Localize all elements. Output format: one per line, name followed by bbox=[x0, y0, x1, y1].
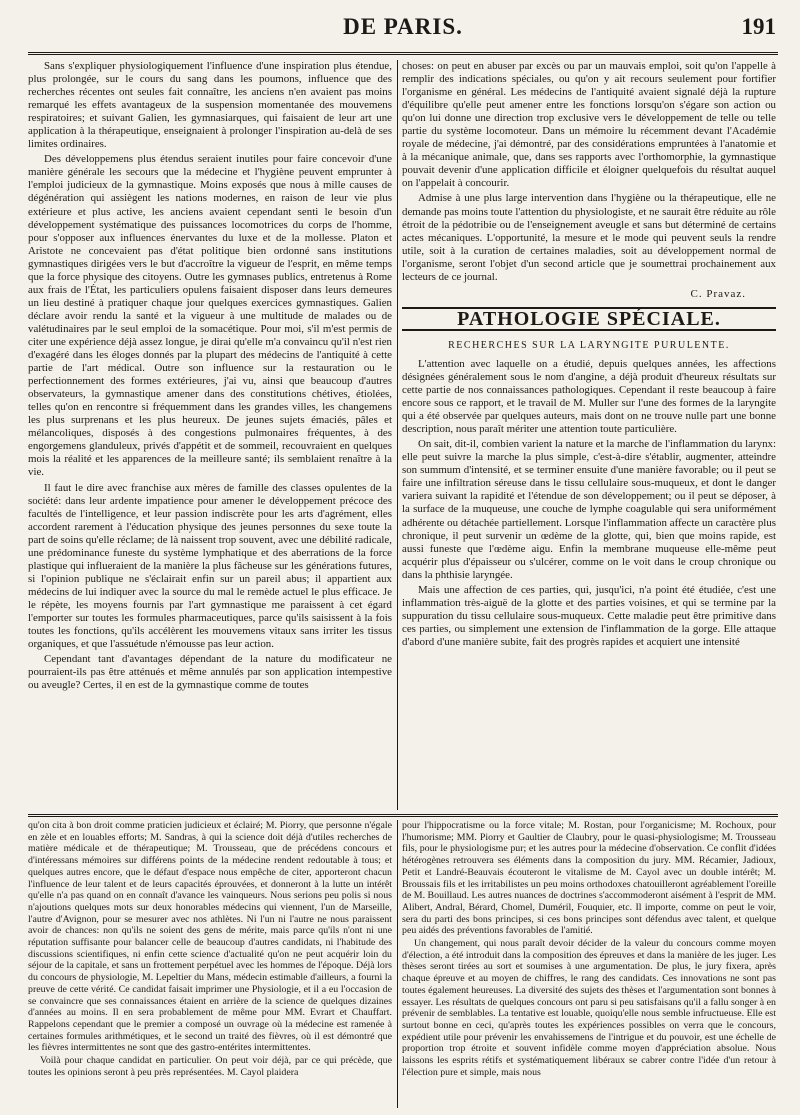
paragraph: Admise à une plus large intervention dans l'hygiène ou la thérapeutique, elle ne demande pas moins toute l'attention du physiologiste, et ne saurait être réduite au rôle étroit de la pédotribie ou de l'enseignement aveugle et sans but déterminé de certains actes mécaniques. L'opportunité, la mesure et le mode qui peuvent seuls la rendre utile, soit à la curation de certaines maladies, soit au développement normal de l'organisme, seront l'objet d'un second article que je soumettrai prochainement aux lecteurs de ce journal. bbox=[402, 192, 776, 283]
paragraph: Des développemens plus étendus seraient inutiles pour faire concevoir d'une manière générale les secours que la médecine et l'hygiène peuvent emprunter à l'emploi judicieux de la gymnastique. Moins exposés que nous à mille causes de dégénération qui assiègent les nations modernes, en raison de leur vie plus extérieure et plus active, les anciens avaient cependant senti le besoin d'un développement systématique des puissances locomotrices du corps de l'homme, pour s'opposer aux influences énervantes du luxe et de la mollesse. Platon et Aristote ne concevaient pas d'état politique bien ordonné sans institutions gymnastiques dirigées vers le but d'accroître la vigueur de l'esprit, en même temps que la force physique des citoyens. Outre les gymnases publics, entretenus à Rome aux frais de l'État, les particuliers opulens faisaient disposer dans leurs demeures un lieu destiné à pratiquer chaque jour quelques exercices gymnastiques. Galien déclare avoir rendu la santé et la vigueur à une multitude de malades ou de valétudinaires par le seul emploi de la somacétique. Pour moi, s'il m'est permis de citer une expérience déjà assez longue, je dirai qu'elle m'a convaincu qu'il n'est rien d'exagéré dans les éloges donnés par la plupart des médecins de l'antiquité à cette partie de l'art médical. Outre son influence sur la restauration ou le perfectionnement des formes extérieures, j'ai vu, ainsi que beaucoup d'autres observateurs, la gymnastique amener dans des constitutions chétives, étiolées, telles qu'on en rencontre si fréquemment dans les grandes villes, les changemens les plus surprenans et les plus heureux. De jeunes sujets émaciés, pâles et mélancoliques, disposés à des congestions pulmonaires fréquentes, à des engorgemens glanduleux, privés d'appétit et de sommeil, recouvraient en quelques mois la réalité et les apparences de la meilleure santé; ils semblaient renaître à la vie. bbox=[28, 153, 392, 479]
paragraph: Cependant tant d'avantages dépendant de la nature du modificateur ne pourraient-ils pas être atténués et même annulés par son application intempestive ou aveugle? Certes, il en est de la gymnastique comme de toutes bbox=[28, 653, 392, 692]
paragraph: choses: on peut en abuser par excès ou par un mauvais emploi, soit qu'on l'appelle à remplir des indications spéciales, ou qu'on y ait recours seulement pour fortifier l'organisme en général. Les médecins de l'antiquité avaient signalé déjà la rupture d'équilibre qu'elle peut amener entre les fonctions lorsqu'on s'égare son action ou qu'on lui donne une direction trop exclusive vers le développement de telle ou telle partie du système locomoteur. Dans un mémoire lu récemment devant l'Académie royale de médecine, j'ai démontré, par des considérations empruntées à l'anatomie et à la mécanique animale, que, dans ses rapports avec l'orthomorphie, la gymnastique pouvait devenir d'une application difficile et éloigner quelquefois du résultat auquel on l'appelait à concourir. bbox=[402, 60, 776, 190]
paragraph: Il faut le dire avec franchise aux mères de famille des classes opulentes de la société: dans leur ardente impatience pour amener le développement précoce des facultés de l'intelligence, et leur passion indiscrète pour les arts d'agrément, elles accordent rarement à l'éducation physique des jeunes personnes du sexe toute la part de soins qu'elle réclame; de là naissent trop souvent, avec une débilité radicale, une prédominance funeste du système lymphatique et des aberrations de la force plastique qui influeraient de la manière la plus fâcheuse sur les générations futures, si l'opinion publique ne s'éclairait enfin sur un pareil abus; il appartient aux médecins de lui indiquer avec la source du mal le remède actuel le plus efficace. Je le répète, les moyens fournis par l'art gymnastique me paraissent à cet égard l'emporter sur toutes les formules pharmaceutiques, parce qu'ils saisissent à la fois toutes les fonctions, qu'ils accélèrent les mouvemens vitaux sans irriter les tissus organiques, et que l'assuétude n'émousse pas leur action. bbox=[28, 481, 392, 651]
bottom-left-column bbox=[28, 820, 392, 1108]
page-number: 191 bbox=[741, 14, 776, 39]
paragraph: Un changement, qui nous paraît devoir décider de la valeur du concours comme moyen d'élection, a été introduit dans la composition des épreuves et dans la manière de les juger. Les thèses seront tirées au sort et soumises à une argumentation. De plus, le jury fixera, après chaque épreuve et au moyen de chiffres, le rang des candidats. Ces innovations ne sont pas toutes également heureuses. La diversité des sujets des thèses et l'argumentation sont bonnes à essayer. Les résultats de quelques concours ont paru si peu satisfaisans qu'il a fallu songer à en prévenir de semblables. La tentative est louable, quoiqu'elle nous semble infructueuse. Elle est surtout bonne en ceci, qu'après toutes les expériences possibles on verra que le concours, expédient utile pour prévenir les envahissemens de l'intrigue et du pouvoir, est une échelle de proportion trop étroite et souvent infidèle comme moyen d'appréciation absolue. Nous laissons les esprits rétifs et systématiquement libéraux se cabrer contre l'idée d'un retour à l'élection pure et simple, mais nous bbox=[402, 938, 776, 1078]
paragraph: Voilà pour chaque candidat en particulier. On peut voir déjà, par ce qui précède, que toutes les opinions seront à peu près représentées. M. Cayol plaidera bbox=[28, 1055, 392, 1078]
paragraph: pour l'hippocratisme ou la force vitale; M. Rostan, pour l'organicisme; M. Rochoux, pour l'humorisme; MM. Piorry et Gaultier de Claubry, pour le quasi-physiologisme; M. Trousseau fils, pour le physiologisme pur; et les autres pour la médecine d'observation. Ce conflit d'idées hétérogènes retrouvera ses éléments dans la composition du jury. MM. Récamier, Jadioux, Petit et Landré-Beauvais écouteront le vitalisme de M. Cayol avec un double intérêt; M. Broussais fils et les irritabilistes un peu moins orthodoxes chatouilleront agréablement l'oreille de M. Bouillaud. Les autres nuances de doctrines s'accommoderont aisément à l'esprit de MM. Alibert, Andral, Bérard, Chomel, Duméril, Fouquier, etc. Il importe, comme on peut le voir, sera du parti des bons principes, si ces bons principes sont défendus avec talent, et quelque peu aidés des préventions favorables de l'amitié. bbox=[402, 820, 776, 937]
paragraph: On sait, dit-il, combien varient la nature et la marche de l'inflammation du larynx: elle peut suivre la marche la plus simple, c'est-à-dire s'établir, augmenter, atteindre son summum d'intensité, et se terminer ensuite d'une manière favorable; ou il peut se faire une infiltration séreuse dans le tissu cellulaire sous-muqueux, et dont le danger variera suivant la rapidité et l'étendue de son développement; ou il peut se déposer, à la surface de la muqueuse, une couche de lymphe coagulable qui sera uniformément adhérente ou détachée partiellement. Lorsque l'inflammation affecte un caractère plus chronique, il peut survenir un œdème de la glotte, qui, bien que moins rapide, est aussi funeste que l'œdème aigu. Enfin la membrane muqueuse elle-même peut acquérir plus d'épaisseur ou s'ulcérer, comme on le voit dans le croup chronique ou dans la phthisie laryngée. bbox=[402, 438, 776, 581]
paragraph: L'attention avec laquelle on a étudié, depuis quelques années, les affections désignées généralement sous le nom d'angine, a déjà produit d'heureux résultats sur cette partie de nos connaissances pathologiques. Cependant il reste beaucoup à faire encore sous ce rapport, et le travail de M. Muller sur l'une des formes de la laryngite qui a été observée par quelques auteurs, mais dont on ne trouve nulle part une bonne description, nous paraît mériter une attention toute particulière. bbox=[402, 357, 776, 436]
feuilleton-rule bbox=[28, 814, 778, 817]
column-divider bbox=[397, 820, 398, 1108]
paragraph: Mais une affection de ces parties, qui, jusqu'ici, n'a point été étudiée, c'est une inflammation très-aiguë de la glotte et des parties voisines, et qui se termine par la suppuration du tissu cellulaire sous-muqueux. Cette maladie peut être primitive dans ces parties, ou simplement une extension de l'inflammation de la gorge. Elle attaque d'abord d'une manière subite, fait des progrès rapides et acquiert une intensité bbox=[402, 583, 776, 648]
section-title: PATHOLOGIE SPÉCIALE. bbox=[402, 307, 776, 331]
author-signature: C. Pravaz. bbox=[690, 287, 746, 300]
running-title: DE PARIS. bbox=[343, 14, 463, 39]
column-divider bbox=[397, 60, 398, 810]
paragraph: qu'on cita à bon droit comme praticien judicieux et éclairé; M. Piorry, que personne n'égale en zèle et en louables efforts; M. Sandras, à qui la science doit déjà d'utiles recherches de matière médicale et de thérapeutique; M. Trousseau, que de précédens concours et d'intéressans mémoires sur différens points de la médecine rendent redoutable à tous; et quelques autres encore, que le défaut d'espace nous empêche de citer, apporteront chacun l'influence de leur talent et de leurs capacités éprouvées, et donneront à la lutte un intérêt qu'elle n'a pas quand on en connaît d'avance les vainqueurs. Nous serions peu polis si nous n'ajoutions quelques mots sur deux honorables médecins qui viennent, l'un de Marseille, l'autre d'Avignon, pour se mesurer avec nos athlètes. Ni l'un ni l'autre ne nous paraissent avoir de chances: non qu'ils ne soient des gens de mérite, mais parce qu'ils n'ont ni une réputation suffisante pour balancer celle de beaucoup d'autres candidats, ni l'habitude des discussions scientifiques, ni enfin cette science d'actualité qu'on ne peut acquérir loin du séjour de la capitale, et sans un frottement perpétuel avec les hommes de l'époque. Déjà lors du concours de physiologie, M. Lepeltier du Mans, médecin estimable d'ailleurs, a fourni la preuve de cette vérité. Ce candidat faisait imprimer une Physiologie, et il a eu l'occasion de se convaincre que ses connaissances étaient en arrière de la science de quelques dizaines d'années au moins. Il en sera probablement de même pour MM. Evrart et Chauffart. Rappelons cependant que le premier a composé un ouvrage où la médecine est ramenée à certaines formules arithmétiques, et le second un traité des fièvres, où il est démontré que les fièvres intermittentes ne sont que des gastro-entérites intermittentes. bbox=[28, 820, 392, 1054]
paragraph: Sans s'expliquer physiologiquement l'influence d'une inspiration plus étendue, plus prolongée, sur le cours du sang dans les poumons, influence que des recherches récentes ont seules fait connaître, les anciens n'en avaient pas moins remarqué les effets avantageux de la suspension momentanée des mouvemens respiratoires; et suivant Galien, les gymnasiarques, qui faisaient de leur art une application à la thérapeutique, enseignaient à prolonger l'inspiration au-delà de ses limites ordinaires. bbox=[28, 60, 392, 151]
left-column bbox=[28, 60, 392, 810]
header-rule bbox=[28, 52, 778, 55]
right-column bbox=[402, 60, 776, 810]
page-header bbox=[28, 14, 778, 46]
article-title: RECHERCHES SUR LA LARYNGITE PURULENTE. bbox=[448, 339, 730, 351]
bottom-right-column bbox=[402, 820, 776, 1108]
